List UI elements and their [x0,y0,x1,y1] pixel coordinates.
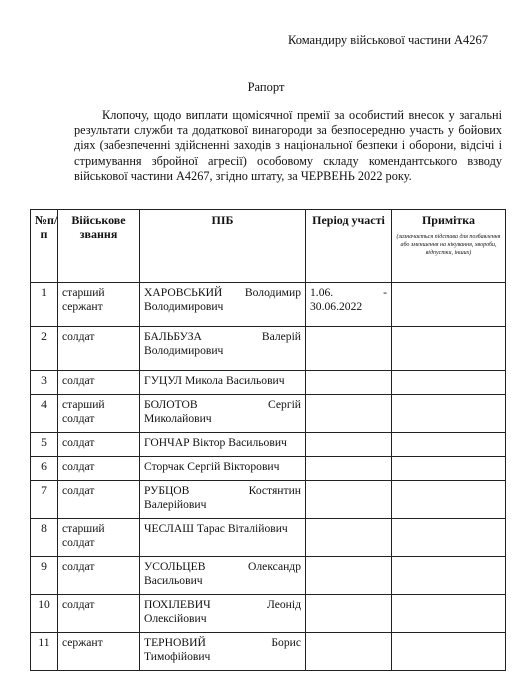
request-text: Клопочу, щодо виплати щомісячної премії за особистий внесок у загальні результати служби та додаткової винагороди за безпосередню участь у бойових діях (забезпеченні здійсненні заходів з національної безпеки і оборони, відсічі і стримування збройної агресії) особовому складу комендантського взводу військової частини А4267, згідно штату, за ЧЕРВЕНЬ 2022 року. [74,108,502,183]
cell-period [306,395,392,433]
cell-note [392,457,506,481]
cell-rank: солдат [58,481,140,519]
cell-rank: старший сержант [58,283,140,327]
cell-name [140,519,306,557]
cell-note [392,557,506,595]
cell-period [306,283,392,327]
cell-note [392,519,506,557]
cell-rank: солдат [58,457,140,481]
full-name: ГУЦУЛ Микола Васильович [144,374,285,387]
cell-period [306,595,392,633]
cell-num: 5 [31,433,58,457]
header-rank: Військове звання [58,210,140,283]
cell-num: 6 [31,457,58,481]
surname: ХАРОВСЬКИЙ [144,286,223,299]
cell-num: 9 [31,557,58,595]
cell-note [392,283,506,327]
given-name: Олександр [248,560,301,573]
table-row [31,283,506,327]
surname: БАЛЬБУЗА [144,330,202,343]
header-note-hint: (зазначається підстава для позбавлення або зменшення на нікування, хвороби, відпустки, інших) [396,234,501,256]
cell-name [140,327,306,371]
given-name: Сергій [268,398,301,411]
table-row [31,481,506,519]
patronymic: Володимирович [144,344,224,357]
cell-period [306,557,392,595]
table-row [31,327,506,371]
cell-period [306,481,392,519]
cell-name [140,433,306,457]
period-start: 1.06. [310,286,334,299]
cell-num: 8 [31,519,58,557]
table-row [31,519,506,557]
cell-period [306,371,392,395]
table-row [31,595,506,633]
surname: УСОЛЬЦЕВ [144,560,206,573]
patronymic: Миколайович [144,412,212,425]
cell-rank: сержант [58,633,140,671]
header-num: №п/п [31,210,58,283]
patronymic: Валерійович [144,498,207,511]
cell-num: 10 [31,595,58,633]
cell-name [140,633,306,671]
header-note-label: Примітка [421,213,476,227]
given-name: Леонід [266,598,301,611]
table-body [31,283,506,671]
personnel-table [30,209,506,671]
cell-period [306,457,392,481]
surname: РУБЦОВ [144,484,190,497]
cell-num: 1 [31,283,58,327]
given-name: Валерій [261,330,301,343]
full-name: Сторчак Сергій Вікторович [144,460,280,473]
full-name: ЧЕСЛАШ Тарас Віталійович [144,522,288,535]
cell-note [392,633,506,671]
cell-note [392,433,506,457]
table-row [31,633,506,671]
table-row [31,371,506,395]
period-end: 30.06.2022 [310,300,363,313]
table-row [31,395,506,433]
cell-note [392,395,506,433]
cell-period [306,633,392,671]
cell-rank: старший солдат [58,519,140,557]
cell-note [392,595,506,633]
given-name: Володимир [244,286,301,299]
header-note [392,210,506,283]
cell-name [140,283,306,327]
cell-period [306,433,392,457]
cell-num: 2 [31,327,58,371]
table-row [31,457,506,481]
patronymic: Тимофійович [144,650,211,663]
cell-name [140,395,306,433]
given-name: Костянтин [248,484,301,497]
table-row [31,433,506,457]
cell-num: 4 [31,395,58,433]
surname: БОЛОТОВ [144,398,198,411]
table-header-row [31,210,506,283]
cell-rank: солдат [58,371,140,395]
cell-name [140,557,306,595]
cell-rank: старший солдат [58,395,140,433]
cell-rank: солдат [58,557,140,595]
cell-note [392,327,506,371]
patronymic: Володимирович [144,300,224,313]
surname: ПОХІЛЕВИЧ [144,598,211,611]
surname: ТЕРНОВИЙ [144,636,206,649]
cell-name [140,457,306,481]
cell-name [140,481,306,519]
document-title: Рапорт [247,80,285,94]
header-period: Період участі [306,210,392,283]
cell-rank: солдат [58,595,140,633]
cell-num: 3 [31,371,58,395]
full-name: ГОНЧАР Віктор Васильович [144,436,287,449]
period-dash: - [383,286,387,299]
given-name: Борис [271,636,301,649]
cell-rank: солдат [58,327,140,371]
patronymic: Васильович [144,574,203,587]
addressee: Командиру військової частини А4267 [288,33,489,47]
cell-name [140,371,306,395]
cell-period [306,327,392,371]
cell-num: 11 [31,633,58,671]
patronymic: Олексійович [144,612,207,625]
cell-name [140,595,306,633]
cell-rank: солдат [58,433,140,457]
cell-period [306,519,392,557]
header-name: ПІБ [140,210,306,283]
cell-note [392,481,506,519]
cell-note [392,371,506,395]
cell-num: 7 [31,481,58,519]
table-row [31,557,506,595]
